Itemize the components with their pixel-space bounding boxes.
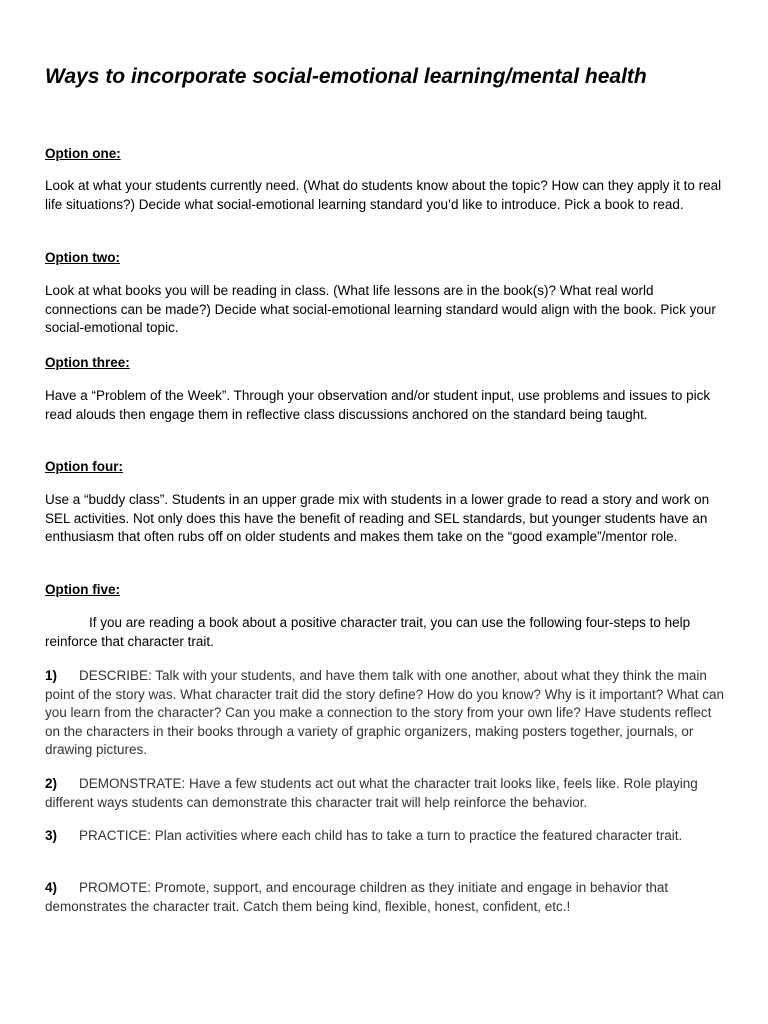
step-demonstrate	[45, 775, 725, 812]
document-title: Ways to incorporate social-emotional learning/mental health	[45, 65, 647, 88]
step-text: PRACTICE: Plan activities where each child has to take a turn to practice the featured character trait.	[79, 828, 683, 843]
step-number: 3)	[45, 828, 58, 843]
step-number: 4)	[45, 880, 58, 895]
option-three-body: Have a “Problem of the Week”. Through your observation and/or student input, use problems and issues to pick read alouds then engage them in reflective class discussions anchored on the standard being taught.	[45, 388, 711, 422]
step-text: PROMOTE: Promote, support, and encourage children as they initiate and engage in behavior that demonstrates the character trait. Catch them being kind, flexible, honest, confident, etc.!	[45, 880, 669, 914]
step-describe	[45, 667, 725, 760]
option-four-body: Use a “buddy class”. Students in an upper grade mix with students in a lower grade to read a story and work on SEL activities. Not only does this have the benefit of reading and SEL standards, but younger students have an enthusiasm that often rubs off on older students and makes them take on the “good example”/mentor role.	[45, 492, 710, 545]
option-one-body: Look at what your students currently need. (What do students know about the topic? How can they apply it to real life situations?) Decide what social-emotional learning standard you’d like to introduce. Pick a book to read.	[45, 178, 722, 212]
step-text: DESCRIBE: Talk with your students, and have them talk with one another, about what they think the main point of the story was. What character trait did the story define? How do you know? Why is it important? What can you learn from the character? Can you make a connection to the story from your own life? Have students reflect on the characters in their books through a variety of graphic organizers, making posters together, journals, or drawing pictures.	[45, 668, 725, 758]
option-five-heading: Option five:	[45, 582, 120, 597]
option-five-text: If you are reading a book about a positive character trait, you can use the following four-steps to help reinforce that character trait.	[45, 615, 691, 649]
option-four-heading: Option four:	[45, 459, 123, 474]
option-two-body: Look at what books you will be reading in class. (What life lessons are in the book(s)? What real world connections can be made?) Decide what social-emotional learning standard would align with the book. Pick your social-emotional topic.	[45, 283, 716, 336]
step-practice	[45, 827, 725, 846]
option-one-heading: Option one:	[45, 146, 121, 161]
step-promote	[45, 879, 725, 916]
step-number: 1)	[45, 668, 58, 683]
option-two-heading: Option two:	[45, 250, 120, 265]
step-text: DEMONSTRATE: Have a few students act out what the character trait looks like, feels like. Role playing different ways students can demonstrate this character trait will help reinforce the behavior.	[45, 776, 698, 810]
step-number: 2)	[45, 776, 58, 791]
option-three-heading: Option three:	[45, 355, 130, 370]
option-five-body	[45, 614, 725, 651]
